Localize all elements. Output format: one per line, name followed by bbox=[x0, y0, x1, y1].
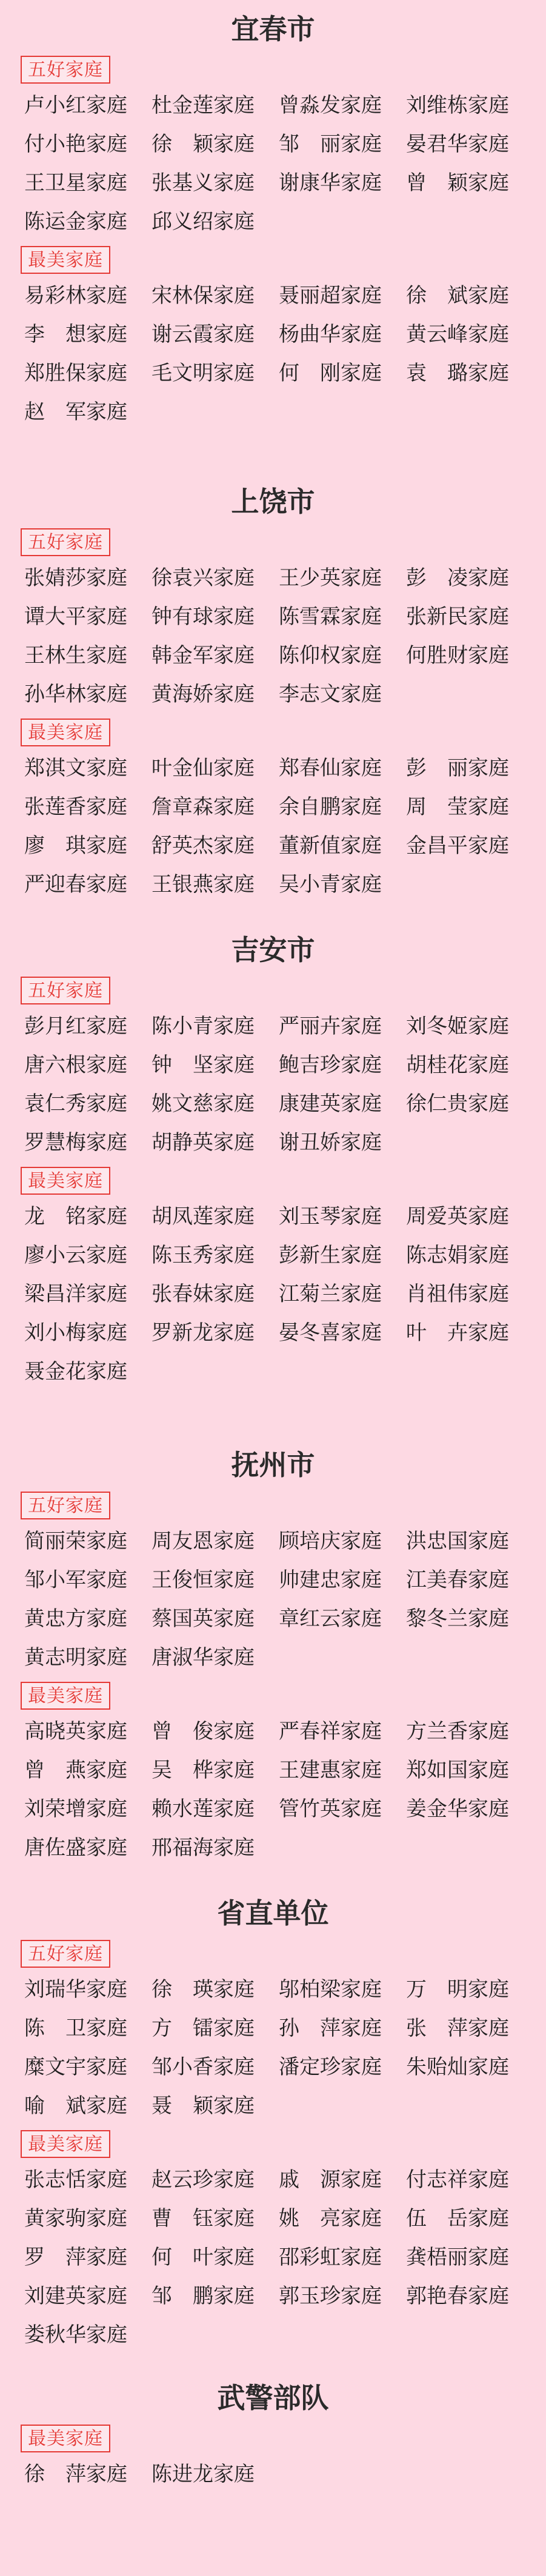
family-name: 严丽卉家庭 bbox=[279, 1014, 382, 1038]
category-tag: 最美家庭 bbox=[21, 1167, 110, 1195]
family-name: 朱贻灿家庭 bbox=[406, 2055, 509, 2079]
family-name: 叶金仙家庭 bbox=[151, 756, 255, 780]
family-name: 江美春家庭 bbox=[406, 1568, 509, 1592]
family-name: 罗新龙家庭 bbox=[151, 1321, 255, 1345]
family-name: 郑淇文家庭 bbox=[24, 756, 127, 780]
category-tag: 五好家庭 bbox=[21, 1940, 110, 1968]
family-name: 陈仰权家庭 bbox=[279, 643, 382, 668]
family-name: 邬柏梁家庭 bbox=[279, 1977, 382, 2002]
family-name: 简丽荣家庭 bbox=[24, 1529, 127, 1553]
family-name: 徐仁贵家庭 bbox=[406, 1092, 509, 1116]
family-name: 付志祥家庭 bbox=[406, 2168, 509, 2192]
family-names-list bbox=[24, 2455, 533, 2494]
family-name: 万 明家庭 bbox=[406, 1977, 509, 2002]
family-name: 彭月红家庭 bbox=[24, 1014, 127, 1038]
family-name: 龙 铭家庭 bbox=[24, 1204, 127, 1229]
family-name: 刘玉琴家庭 bbox=[279, 1204, 382, 1229]
family-name: 邹小军家庭 bbox=[24, 1568, 127, 1592]
family-name: 宋林保家庭 bbox=[151, 284, 255, 308]
family-name: 杨曲华家庭 bbox=[279, 322, 382, 347]
family-name: 邢福海家庭 bbox=[151, 1836, 255, 1860]
family-name: 康建英家庭 bbox=[279, 1092, 382, 1116]
family-names-list bbox=[24, 276, 533, 431]
family-name: 曾 颖家庭 bbox=[406, 171, 509, 195]
family-name: 钟有球家庭 bbox=[151, 605, 255, 629]
family-name: 胡桂花家庭 bbox=[406, 1053, 509, 1077]
family-name: 邹小香家庭 bbox=[151, 2055, 255, 2079]
city-section bbox=[0, 1448, 546, 1860]
family-name: 徐 斌家庭 bbox=[406, 284, 509, 308]
category-tag: 最美家庭 bbox=[21, 2130, 110, 2158]
family-name: 江菊兰家庭 bbox=[279, 1282, 382, 1306]
family-name: 彭 凌家庭 bbox=[406, 566, 509, 590]
family-name: 鲍吉珍家庭 bbox=[279, 1053, 382, 1077]
family-name: 蔡国英家庭 bbox=[151, 1607, 255, 1631]
category-tag: 五好家庭 bbox=[21, 528, 110, 556]
family-name: 刘小梅家庭 bbox=[24, 1321, 127, 1345]
family-name: 李志文家庭 bbox=[279, 682, 382, 706]
family-name: 叶 卉家庭 bbox=[406, 1321, 509, 1345]
family-name: 金昌平家庭 bbox=[406, 834, 509, 858]
family-name: 卢小红家庭 bbox=[24, 93, 127, 118]
city-title: 武警部队 bbox=[217, 2382, 329, 2414]
family-name: 赖水莲家庭 bbox=[151, 1797, 255, 1821]
family-name: 郭艳春家庭 bbox=[406, 2284, 509, 2308]
family-names-list bbox=[24, 1197, 533, 1391]
family-name: 龚梧丽家庭 bbox=[406, 2245, 509, 2269]
family-name: 刘瑞华家庭 bbox=[24, 1977, 127, 2002]
family-name: 郑春仙家庭 bbox=[279, 756, 382, 780]
family-name: 潘定珍家庭 bbox=[279, 2055, 382, 2079]
category-tag: 五好家庭 bbox=[21, 1492, 110, 1519]
family-name: 方 镭家庭 bbox=[151, 2016, 255, 2040]
city-title: 吉安市 bbox=[231, 934, 315, 966]
family-name: 陈志娟家庭 bbox=[406, 1243, 509, 1267]
family-name: 黄云峰家庭 bbox=[406, 322, 509, 347]
family-name: 高晓英家庭 bbox=[24, 1719, 127, 1744]
family-name: 周 莹家庭 bbox=[406, 795, 509, 819]
family-name: 张春妹家庭 bbox=[151, 1282, 255, 1306]
family-name: 陈运金家庭 bbox=[24, 210, 127, 234]
family-name: 袁 璐家庭 bbox=[406, 361, 509, 385]
family-name: 韩金军家庭 bbox=[151, 643, 255, 668]
family-name: 黄家驹家庭 bbox=[24, 2206, 127, 2231]
family-names-list bbox=[24, 559, 533, 714]
family-name: 黄海娇家庭 bbox=[151, 682, 255, 706]
family-name: 张莲香家庭 bbox=[24, 795, 127, 819]
family-name: 郑如国家庭 bbox=[406, 1758, 509, 1782]
family-name: 晏冬喜家庭 bbox=[279, 1321, 382, 1345]
family-name: 谢丑娇家庭 bbox=[279, 1130, 382, 1155]
family-name: 梁昌洋家庭 bbox=[24, 1282, 127, 1306]
family-name: 胡静英家庭 bbox=[151, 1130, 255, 1155]
family-name: 毛文明家庭 bbox=[151, 361, 255, 385]
family-name: 肖祖伟家庭 bbox=[406, 1282, 509, 1306]
family-name: 杜金莲家庭 bbox=[151, 93, 255, 118]
family-name: 王少英家庭 bbox=[279, 566, 382, 590]
family-name: 谭大平家庭 bbox=[24, 605, 127, 629]
family-name: 王卫星家庭 bbox=[24, 171, 127, 195]
family-names-list bbox=[24, 1712, 533, 1867]
family-name: 彭 丽家庭 bbox=[406, 756, 509, 780]
family-name: 王建惠家庭 bbox=[279, 1758, 382, 1782]
family-name: 糜文宇家庭 bbox=[24, 2055, 127, 2079]
family-name: 何胜财家庭 bbox=[406, 643, 509, 668]
family-name: 管竹英家庭 bbox=[279, 1797, 382, 1821]
family-name: 严春祥家庭 bbox=[279, 1719, 382, 1744]
family-name: 伍 岳家庭 bbox=[406, 2206, 509, 2231]
family-name: 何 叶家庭 bbox=[151, 2245, 255, 2269]
family-name: 邱义绍家庭 bbox=[151, 210, 255, 234]
family-name: 徐袁兴家庭 bbox=[151, 566, 255, 590]
family-name: 曾淼发家庭 bbox=[279, 93, 382, 118]
family-name: 张婧莎家庭 bbox=[24, 566, 127, 590]
family-name: 黄志明家庭 bbox=[24, 1645, 127, 1670]
family-name: 王俊恒家庭 bbox=[151, 1568, 255, 1592]
family-name: 聂金花家庭 bbox=[24, 1359, 127, 1384]
family-name: 张志恬家庭 bbox=[24, 2168, 127, 2192]
city-section bbox=[0, 12, 546, 424]
family-name: 聂 颖家庭 bbox=[151, 2094, 255, 2118]
city-title: 上饶市 bbox=[231, 485, 315, 518]
family-name: 陈 卫家庭 bbox=[24, 2016, 127, 2040]
family-name: 彭新生家庭 bbox=[279, 1243, 382, 1267]
family-name: 周友恩家庭 bbox=[151, 1529, 255, 1553]
family-name: 詹章森家庭 bbox=[151, 795, 255, 819]
city-title: 宜春市 bbox=[231, 13, 315, 45]
family-name: 张 萍家庭 bbox=[406, 2016, 509, 2040]
city-section bbox=[0, 1896, 546, 2347]
family-name: 谢康华家庭 bbox=[279, 171, 382, 195]
family-name: 刘维栋家庭 bbox=[406, 93, 509, 118]
family-name: 钟 坚家庭 bbox=[151, 1053, 255, 1077]
family-name: 唐六根家庭 bbox=[24, 1053, 127, 1077]
family-name: 吴小青家庭 bbox=[279, 872, 382, 897]
family-name: 姚 亮家庭 bbox=[279, 2206, 382, 2231]
category-tag: 最美家庭 bbox=[21, 246, 110, 274]
family-name: 姚文慈家庭 bbox=[151, 1092, 255, 1116]
family-name: 何 刚家庭 bbox=[279, 361, 382, 385]
family-names-list bbox=[24, 749, 533, 904]
category-tag: 五好家庭 bbox=[21, 56, 110, 84]
family-name: 郭玉珍家庭 bbox=[279, 2284, 382, 2308]
family-name: 曾 燕家庭 bbox=[24, 1758, 127, 1782]
family-name: 易彩林家庭 bbox=[24, 284, 127, 308]
family-name: 唐佐盛家庭 bbox=[24, 1836, 127, 1860]
family-name: 袁仁秀家庭 bbox=[24, 1092, 127, 1116]
family-name: 帅建忠家庭 bbox=[279, 1568, 382, 1592]
family-names-list bbox=[24, 1007, 533, 1162]
family-name: 刘冬姬家庭 bbox=[406, 1014, 509, 1038]
family-name: 王银燕家庭 bbox=[151, 872, 255, 897]
family-name: 曹 钰家庭 bbox=[151, 2206, 255, 2231]
family-name: 陈小青家庭 bbox=[151, 1014, 255, 1038]
family-name: 董新值家庭 bbox=[279, 834, 382, 858]
family-name: 舒英杰家庭 bbox=[151, 834, 255, 858]
family-name: 胡凤莲家庭 bbox=[151, 1204, 255, 1229]
family-name: 刘荣增家庭 bbox=[24, 1797, 127, 1821]
family-name: 陈雪霖家庭 bbox=[279, 605, 382, 629]
category-tag: 五好家庭 bbox=[21, 977, 110, 1004]
family-name: 周爱英家庭 bbox=[406, 1204, 509, 1229]
family-name: 戚 源家庭 bbox=[279, 2168, 382, 2192]
family-name: 赵云珍家庭 bbox=[151, 2168, 255, 2192]
family-name: 赵 军家庭 bbox=[24, 400, 127, 424]
city-section bbox=[0, 485, 546, 897]
family-name: 刘建英家庭 bbox=[24, 2284, 127, 2308]
family-name: 黄忠方家庭 bbox=[24, 1607, 127, 1631]
category-tag: 最美家庭 bbox=[21, 2425, 110, 2452]
family-name: 付小艳家庭 bbox=[24, 132, 127, 156]
family-names-list bbox=[24, 86, 533, 241]
family-name: 喻 斌家庭 bbox=[24, 2094, 127, 2118]
family-name: 徐 萍家庭 bbox=[24, 2462, 127, 2486]
category-tag: 最美家庭 bbox=[21, 1682, 110, 1710]
family-name: 曾 俊家庭 bbox=[151, 1719, 255, 1744]
family-name: 廖 琪家庭 bbox=[24, 834, 127, 858]
category-tag: 最美家庭 bbox=[21, 719, 110, 746]
family-name: 姜金华家庭 bbox=[406, 1797, 509, 1821]
family-names-list bbox=[24, 1970, 533, 2125]
family-names-list bbox=[24, 1522, 533, 1677]
family-name: 余自鹏家庭 bbox=[279, 795, 382, 819]
family-name: 张新民家庭 bbox=[406, 605, 509, 629]
family-name: 张基义家庭 bbox=[151, 171, 255, 195]
family-name: 晏君华家庭 bbox=[406, 132, 509, 156]
family-name: 郑胜保家庭 bbox=[24, 361, 127, 385]
family-name: 邵彩虹家庭 bbox=[279, 2245, 382, 2269]
family-name: 唐淑华家庭 bbox=[151, 1645, 255, 1670]
family-name: 娄秋华家庭 bbox=[24, 2323, 127, 2347]
family-name: 方兰香家庭 bbox=[406, 1719, 509, 1744]
family-name: 黎冬兰家庭 bbox=[406, 1607, 509, 1631]
family-name: 吴 桦家庭 bbox=[151, 1758, 255, 1782]
family-name: 罗慧梅家庭 bbox=[24, 1130, 127, 1155]
family-name: 徐 颖家庭 bbox=[151, 132, 255, 156]
city-section bbox=[0, 933, 546, 1384]
family-name: 廖小云家庭 bbox=[24, 1243, 127, 1267]
family-name: 陈进龙家庭 bbox=[151, 2462, 255, 2486]
family-name: 顾培庆家庭 bbox=[279, 1529, 382, 1553]
family-name: 洪忠国家庭 bbox=[406, 1529, 509, 1553]
family-name: 邹 丽家庭 bbox=[279, 132, 382, 156]
family-name: 孙华林家庭 bbox=[24, 682, 127, 706]
city-section bbox=[0, 2381, 546, 2486]
family-name: 邹 鹏家庭 bbox=[151, 2284, 255, 2308]
family-name: 李 想家庭 bbox=[24, 322, 127, 347]
family-names-list bbox=[24, 2160, 533, 2354]
family-name: 谢云霞家庭 bbox=[151, 322, 255, 347]
family-name: 陈玉秀家庭 bbox=[151, 1243, 255, 1267]
family-name: 罗 萍家庭 bbox=[24, 2245, 127, 2269]
city-title: 省直单位 bbox=[217, 1897, 329, 1930]
family-name: 孙 萍家庭 bbox=[279, 2016, 382, 2040]
family-name: 章红云家庭 bbox=[279, 1607, 382, 1631]
family-name: 聂丽超家庭 bbox=[279, 284, 382, 308]
family-name: 王林生家庭 bbox=[24, 643, 127, 668]
family-name: 严迎春家庭 bbox=[24, 872, 127, 897]
family-name: 徐 瑛家庭 bbox=[151, 1977, 255, 2002]
city-title: 抚州市 bbox=[231, 1449, 315, 1481]
